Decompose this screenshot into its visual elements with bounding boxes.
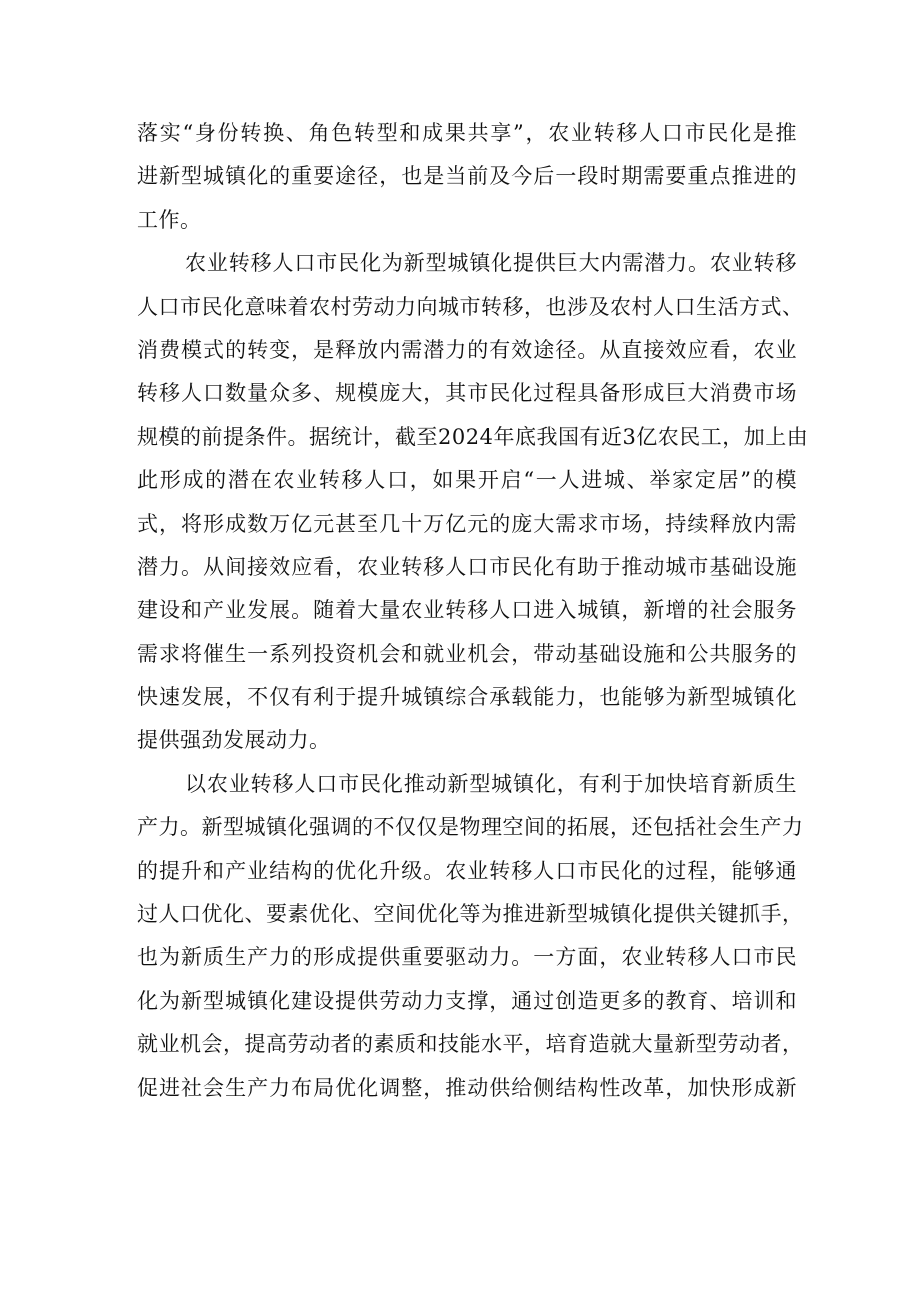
text-line: 式，将形成数万亿元甚至几十万亿元的庞大需求市场，持续释放内需: [137, 511, 797, 536]
text-line: 建设和产业发展。随着大量农业转移人口进入城镇，新增的社会服务: [137, 598, 797, 623]
text-line: 消费模式的转变，是释放内需潜力的有效途径。从直接效应看，农业: [137, 337, 797, 362]
text-line: 工作。: [137, 207, 202, 232]
text-line: 需求将催生一系列投资机会和就业机会，带动基础设施和公共服务的: [137, 641, 797, 666]
text-line: 农业转移人口市民化为新型城镇化提供巨大内需潜力。农业转移: [185, 251, 797, 276]
text-line: 促进社会生产力布局优化调整，推动供给侧结构性改革，加快形成新: [137, 1075, 797, 1100]
text-line: 就业机会，提高劳动者的素质和技能水平，培育造就大量新型劳动者，: [137, 1032, 804, 1057]
text-line: 转移人口数量众多、规模庞大，其市民化过程具备形成巨大消费市场: [137, 381, 797, 406]
paragraph-3: [137, 763, 804, 1110]
text-line: 以农业转移人口市民化推动新型城镇化，有利于加快培育新质生: [185, 771, 797, 796]
text-line: 潜力。从间接效应看，农业转移人口市民化有助于推动城市基础设施: [137, 554, 797, 579]
text-line: 落实“身份转换、角色转型和成果共享”，农业转移人口市民化是推: [137, 121, 797, 145]
text-line: 快速发展，不仅有利于提升城镇综合承载能力，也能够为新型城镇化: [137, 685, 797, 710]
text-line: 进新型城镇化的重要途径，也是当前及今后一段时期需要重点推进的: [137, 164, 797, 189]
paragraph-2: [137, 242, 809, 763]
text-line: 此形成的潜在农业转移人口，如果开启“一人进城、举家定居”的模: [137, 468, 797, 493]
paragraph-1: [137, 112, 797, 242]
text-line: 规模的前提条件。据统计，截至2024年底我国有近3亿农民工，加上由: [137, 424, 809, 449]
text-line: 也为新质生产力的形成提供重要驱动力。一方面，农业转移人口市民: [137, 945, 797, 970]
document-body: [137, 112, 809, 1110]
text-line: 人口市民化意味着农村劳动力向城市转移，也涉及农村人口生活方式、: [137, 294, 804, 319]
text-line: 过人口优化、要素优化、空间优化等为推进新型城镇化提供关键抓手，: [137, 902, 804, 927]
text-line: 的提升和产业结构的优化升级。农业转移人口市民化的过程，能够通: [137, 858, 797, 883]
text-line: 提供强劲发展动力。: [137, 728, 331, 753]
text-line: 产力。新型城镇化强调的不仅仅是物理空间的拓展，还包括社会生产力: [137, 815, 804, 840]
text-line: 化为新型城镇化建设提供劳动力支撑，通过创造更多的教育、培训和: [137, 988, 797, 1013]
